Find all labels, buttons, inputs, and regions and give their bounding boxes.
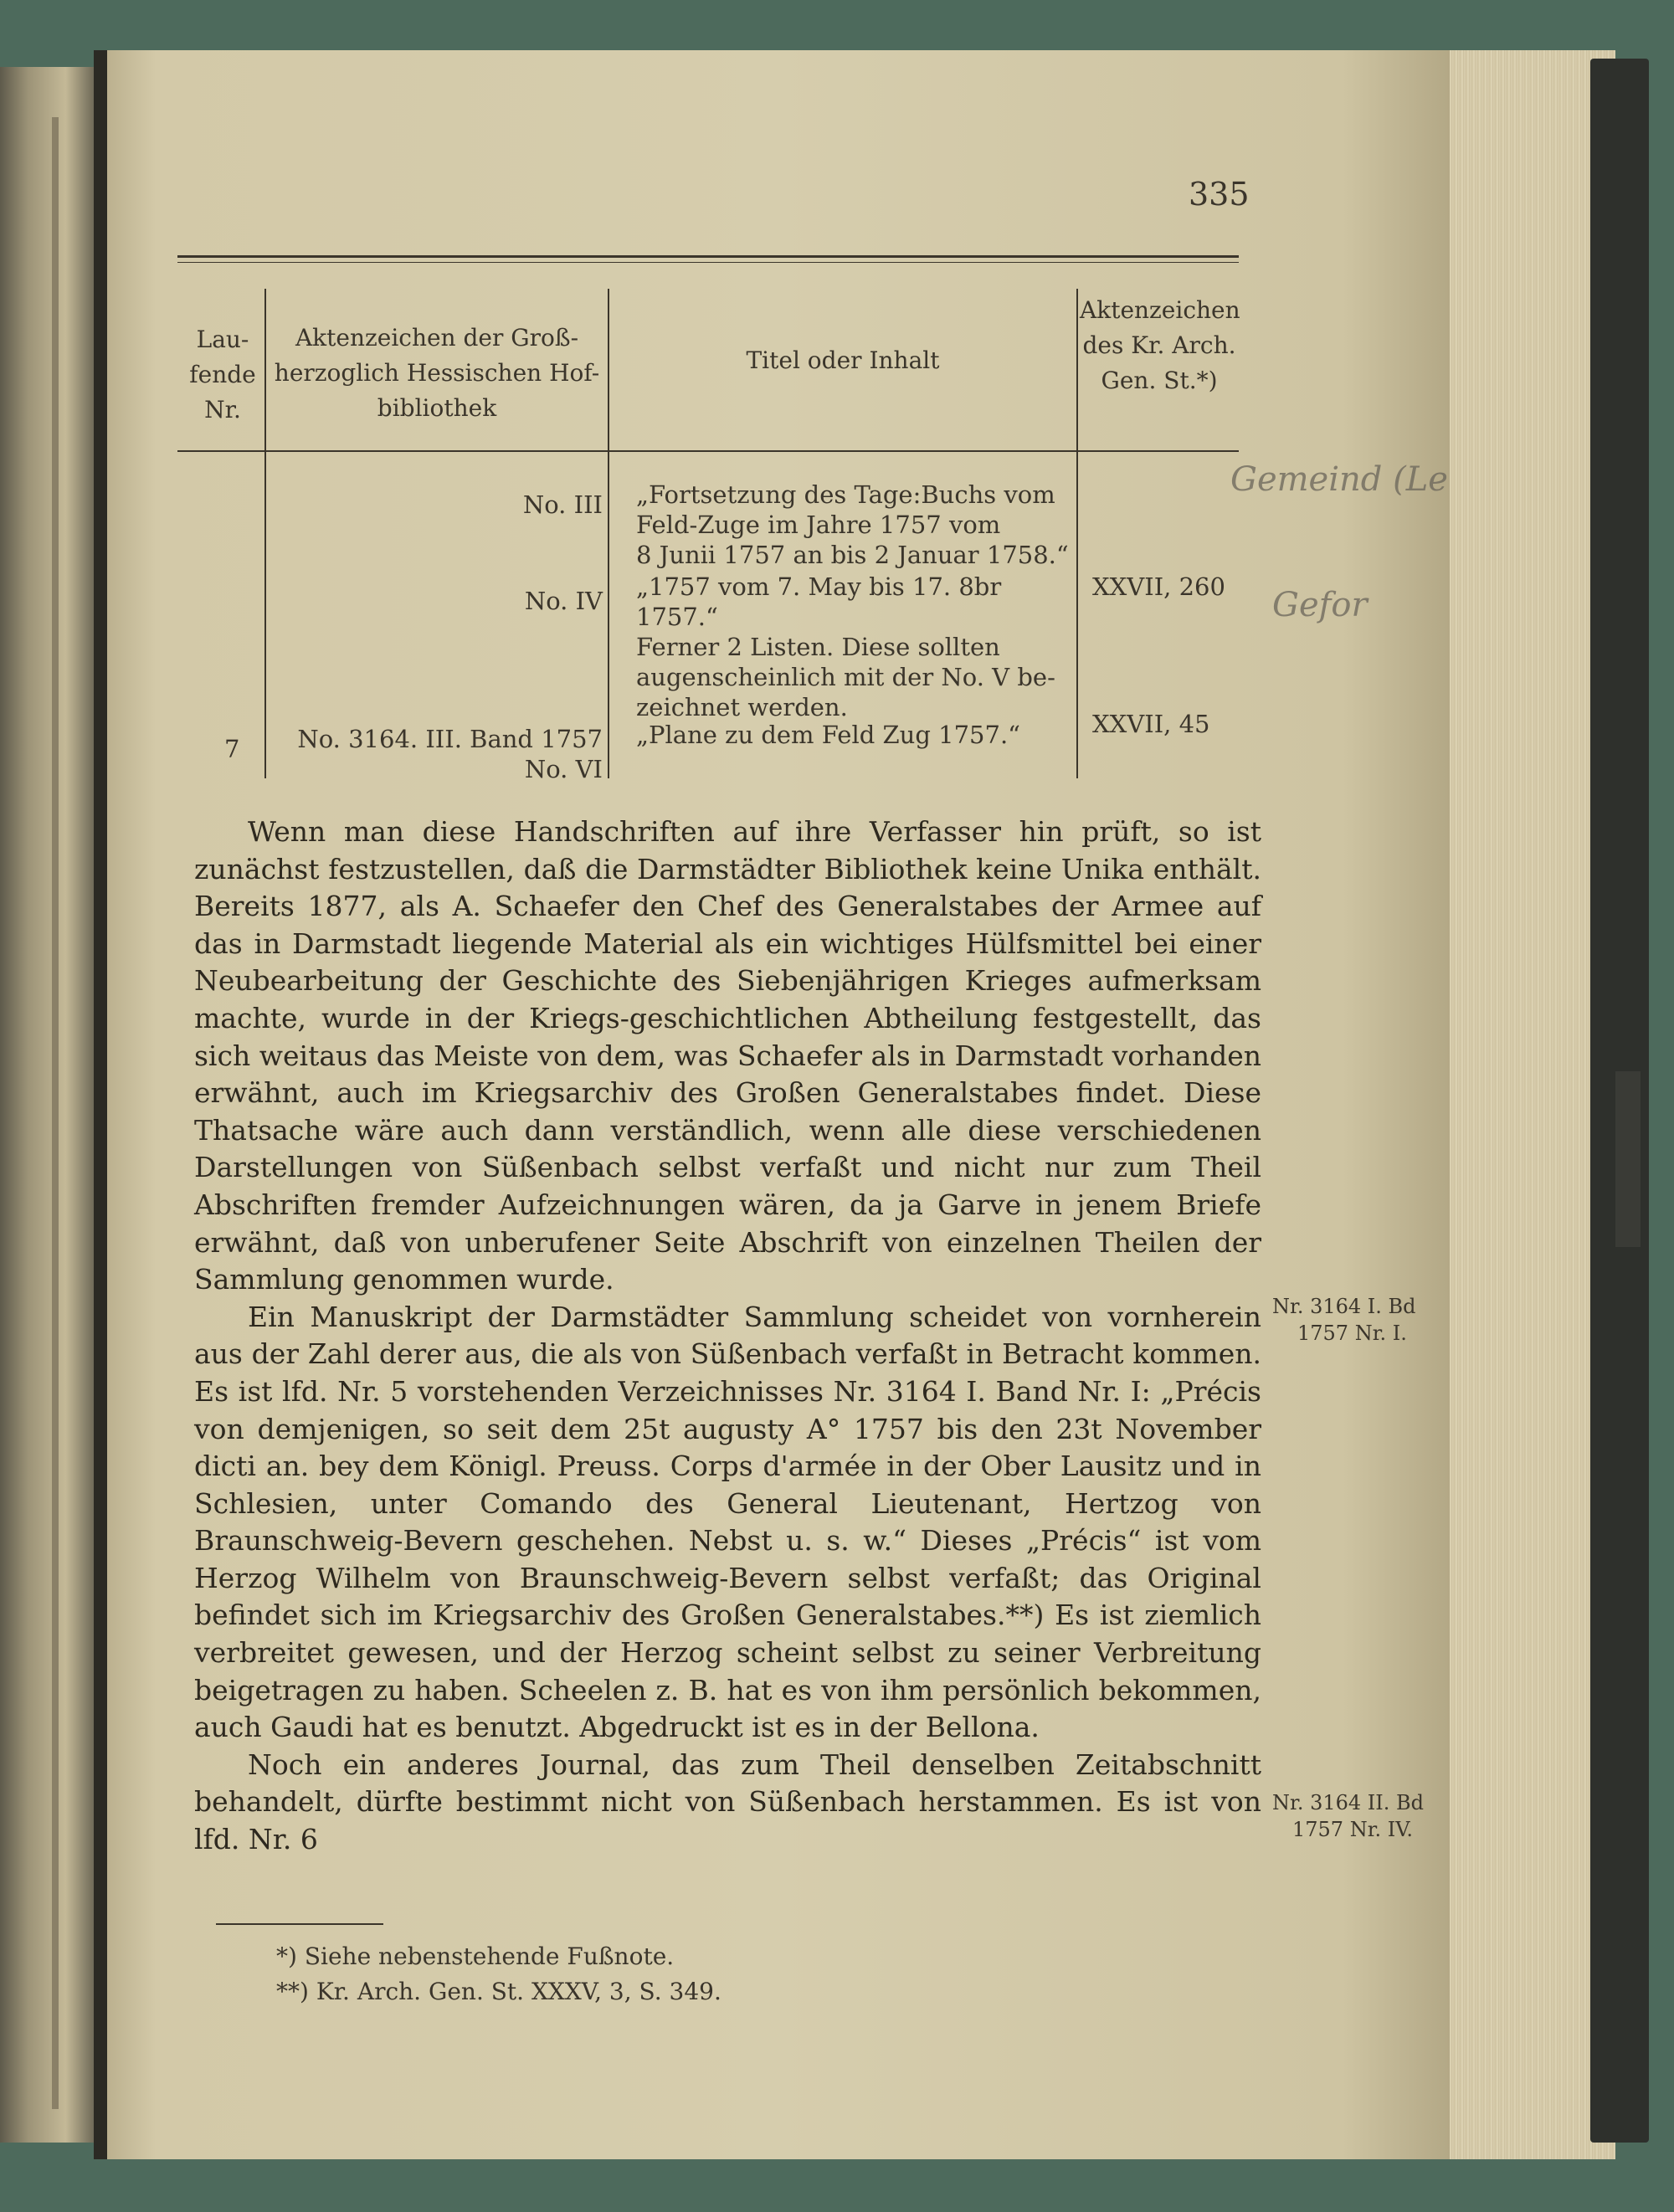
col-divider-3 bbox=[1076, 289, 1078, 778]
cover-clasp bbox=[1615, 1071, 1641, 1247]
paragraph-3: Noch ein anderes Journal, das zum Theil denselben Zeitabschnitt behandelt, dürfte bestimmt nicht von Süßenbach herstammen. Es ist von lfd. Nr. 6 bbox=[194, 1748, 1261, 1856]
row3-title bbox=[636, 720, 1071, 750]
row2-title bbox=[636, 572, 1071, 722]
margin-note-line: Nr. 3164 II. Bd bbox=[1272, 1791, 1425, 1814]
margin-note-2 bbox=[1272, 1789, 1424, 1843]
table-cell-line: „Fortsetzung des Tage:Buchs vom bbox=[636, 480, 1055, 509]
paragraph-2: Ein Manuskript der Darmstädter Sammlung scheidet von vornherein aus der Zahl derer aus, die als von Süßenbach verfaßt in Betracht kommen. Es ist lfd. Nr. 5 vorstehenden Verzeichnisses Nr. 3164 I. Band Nr. I: „Précis von demjenigen, so seit dem 25t augusty A° 1757 bis den 23t November dicti an. bey dem Königl. Preuss. Corps d'armée in der Ober Lausitz und in Schlesien, unter Comando des General Lieutenant, Hertzog von Braunschweig-Bevern geschehen. Nebst u. s. w.“ Dieses „Précis“ ist vom Herzog Wilhelm von Braunschweig-Bevern selbst verfaßt; das Original befindet sich im Kriegsarchiv des Großen Generalstabes.**) Es ist ziemlich verbreitet gewesen, und der Herzog scheint selbst zu seiner Verbreitung beigetragen zu haben. Scheelen z. B. hat es von ihm persönlich bekommen, auch Gaudi hat es benutzt. Abgedruckt ist es in der Bellona. bbox=[194, 1300, 1261, 1744]
table-cell-line: 8 Junii 1757 an bis 2 Januar 1758.“ bbox=[636, 541, 1069, 569]
paragraph-1: Wenn man diese Handschriften auf ihre Verfasser hin prüft, so ist zunächst festzustellen, daß die Darmstädter Bibliothek keine Unika enthält. Bereits 1877, als A. Schaefer den Chef des Generalstabes der Armee auf das in Darmstadt liegende Material als ein wichtiges Hülfsmittel bei einer Neubearbeitung der Geschichte des Siebenjährigen Krieges aufmerksam machte, wurde in der Kriegs-geschichtlichen Abtheilung festgestellt, das sich weitaus das Meiste von dem, was Schaefer als in Darmstadt vorhanden erwähnt, auch im Kriegsarchiv des Großen Generalstabes findet. Diese Thatsache wäre auch dann verständlich, wenn alle diese verschiedenen Darstellungen von Süßenbach selbst verfaßt und nicht nur zum Theil Abschriften fremder Aufzeichnungen wären, da ja Garve in jenem Briefe erwähnt, daß von unberufener Seite Abschrift von einzelnen Theilen der Sammlung genommen wurde. bbox=[194, 815, 1261, 1296]
row1-title bbox=[636, 480, 1071, 570]
header-nr bbox=[182, 322, 263, 428]
pencil-annotation: Gemeind (Le bbox=[1230, 460, 1448, 499]
margin-note-line: 1757 Nr. I. bbox=[1297, 1322, 1407, 1345]
table-cell-line: Ferner 2 Listen. Diese sollten bbox=[636, 633, 1000, 661]
header-title-text: Titel oder Inhalt bbox=[746, 346, 940, 374]
left-page-fold bbox=[52, 117, 59, 2109]
page-block-edge bbox=[1423, 50, 1615, 2159]
row3-archive: XXVII, 45 bbox=[1092, 710, 1210, 738]
header-nr-line: Lau- bbox=[196, 326, 249, 353]
margin-note-1 bbox=[1272, 1293, 1416, 1347]
header-archive bbox=[1080, 293, 1239, 398]
table-top-rule bbox=[177, 255, 1239, 258]
footnote-2: **) Kr. Arch. Gen. St. XXXV, 3, S. 349. bbox=[276, 1978, 721, 2005]
header-archive-line: Gen. St.*) bbox=[1101, 367, 1218, 394]
book-gutter bbox=[94, 50, 107, 2159]
row1-signature bbox=[268, 490, 603, 520]
row3-signature bbox=[268, 724, 603, 784]
table-cell-line: Feld-Zuge im Jahre 1757 vom bbox=[636, 511, 1001, 539]
header-nr-line: Nr. bbox=[204, 396, 241, 423]
left-page-edge bbox=[0, 67, 94, 2143]
header-signature-line: herzoglich Hessischen Hof- bbox=[274, 359, 600, 387]
table-cell: No. III bbox=[522, 490, 603, 519]
table-cell-line: „1757 vom 7. May bis 17. 8br 1757.“ bbox=[636, 572, 1002, 631]
row3-nr: 7 bbox=[224, 735, 240, 763]
margin-note-line: 1757 Nr. IV. bbox=[1292, 1818, 1414, 1841]
page-number: 335 bbox=[1189, 176, 1250, 213]
margin-note-line: Nr. 3164 I. Bd bbox=[1272, 1295, 1416, 1318]
body-text bbox=[194, 813, 1261, 1859]
header-signature bbox=[268, 321, 606, 426]
col-divider-2 bbox=[608, 289, 609, 778]
col-divider-1 bbox=[264, 289, 266, 778]
table-cell-line: zeichnet werden. bbox=[636, 693, 848, 721]
header-signature-line: bibliothek bbox=[377, 394, 497, 422]
header-archive-line: des Kr. Arch. bbox=[1082, 331, 1236, 359]
table-header-rule bbox=[177, 450, 1239, 452]
table-cell: No. IV bbox=[524, 587, 603, 615]
table-cell-line: No. VI bbox=[524, 755, 603, 783]
table-cell-line: No. 3164. III. Band 1757 bbox=[297, 725, 603, 753]
table-cell-line: „Plane zu dem Feld Zug 1757.“ bbox=[636, 721, 1020, 749]
header-archive-line: Aktenzeichen bbox=[1080, 296, 1240, 324]
table-top-rule-2 bbox=[177, 262, 1239, 263]
header-signature-line: Aktenzeichen der Groß- bbox=[295, 324, 579, 352]
pencil-annotation: Gefor bbox=[1272, 586, 1368, 624]
row2-archive: XXVII, 260 bbox=[1092, 572, 1225, 601]
header-title bbox=[611, 343, 1075, 378]
row2-signature bbox=[268, 586, 603, 616]
footnote-1: *) Siehe nebenstehende Fußnote. bbox=[276, 1943, 675, 1970]
table-cell-line: augenscheinlich mit der No. V be- bbox=[636, 663, 1055, 691]
header-nr-line: fende bbox=[189, 361, 256, 388]
footnote-rule bbox=[216, 1923, 383, 1925]
